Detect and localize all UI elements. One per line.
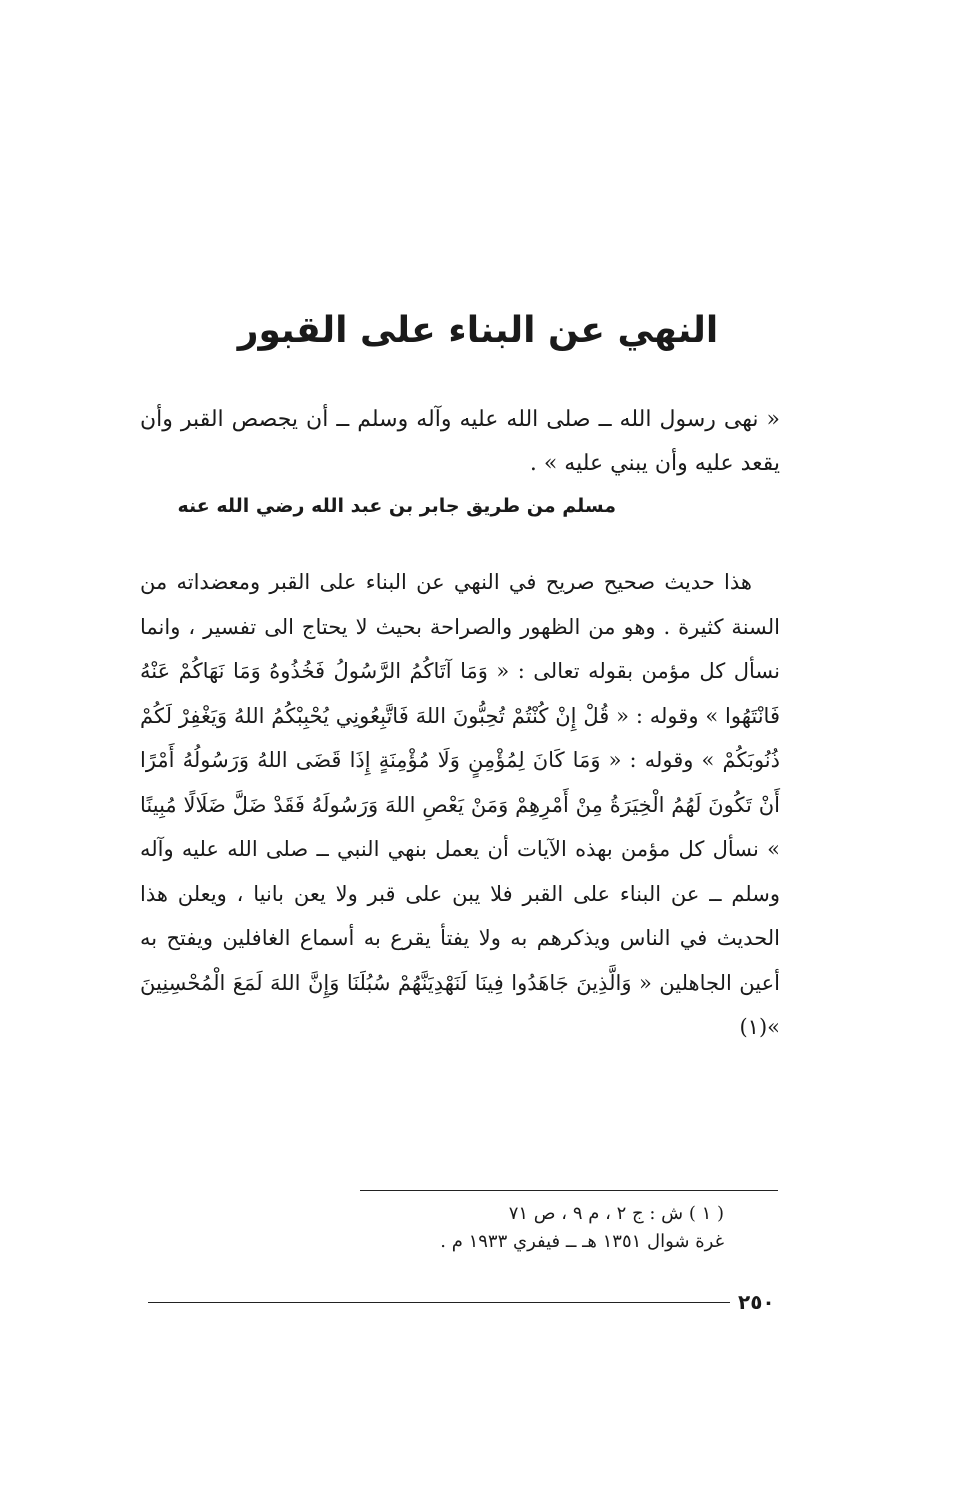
section-title: النهي عن البناء على القبور: [237, 310, 719, 351]
page-footer-rule: [148, 1302, 730, 1303]
footnotes: [164, 1200, 724, 1256]
commentary-text: هذا حديث صحيح صريح في النهي عن البناء على القبر ومعضداته من السنة كثيرة . وهو من الظهور والصراحة بحيث لا يحتاج الى تفسير ، وانما نسأل كل مؤمن بقوله تعالى : « وَمَا آتَاكُمُ الرَّسُولُ فَخُذُوهُ وَمَا نَهَاكُمْ عَنْهُ فَانْتَهُوا » وقوله : « قُلْ إِنْ كُنْتُمْ تُحِبُّونَ اللهَ فَاتَّبِعُونِي يُحْبِبْكُمُ اللهُ وَيَغْفِرْ لَكُمْ ذُنُوبَكُمْ » وقوله : « وَمَا كَانَ لِمُؤْمِنٍ وَلَا مُؤْمِنَةٍ إِذَا قَضَى اللهُ وَرَسُولُهُ أَمْرًا أَنْ تَكُونَ لَهُمُ الْخِيَرَةُ مِنْ أَمْرِهِمْ وَمَنْ يَعْصِ اللهَ وَرَسُولَهُ فَقَدْ ضَلَّ ضَلَالًا مُبِينًا » نسأل كل مؤمن بهذه الآيات أن يعمل بنهي النبي ــ صلى الله عليه وآله وسلم ــ عن البناء على القبر فلا يبن على قبر ولا يعن بانيا ، ويعلن هذا الحديث في الناس ويذكرهم به ولا يفتأ يقرع به أسماع الغافلين ويفتح به أعين الجاهلين « وَالَّذِينَ جَاهَدُوا فِينَا لَنَهْدِيَنَّهُمْ سُبُلَنَا وَإِنَّ اللهَ لَمَعَ الْمُحْسِنِينَ »(١): [140, 570, 780, 1039]
commentary-paragraph: [140, 560, 780, 1050]
footnote-separator: [360, 1190, 778, 1191]
hadith-source: مسلم من طريق جابر بن عبد الله رضي الله عنه: [177, 495, 616, 517]
page-number: ٢٥٠: [738, 1290, 775, 1314]
footnote-date: غرة شوال ١٣٥١ هـ ــ فيفري ١٩٣٣ م .: [440, 1231, 724, 1252]
footnote-reference: ( ١ ) ش : ج ٢ ، م ٩ ، ص ٧١: [508, 1203, 724, 1224]
hadith-text: « نهى رسول الله ــ صلى الله عليه وآله وسلم ــ أن يجصص القبر وأن يقعد عليه وأن يبني عليه » .: [140, 407, 780, 476]
paragraph-indent: [752, 570, 780, 594]
